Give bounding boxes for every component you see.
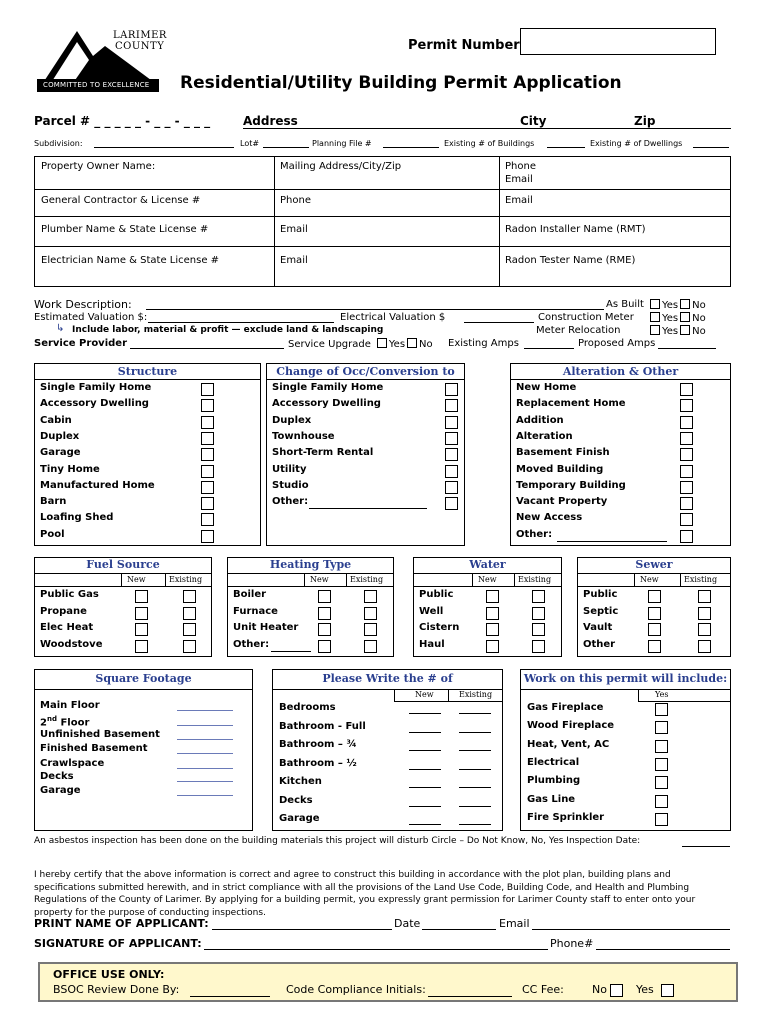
heating-item-3: Other: (233, 638, 270, 650)
alteration-section (510, 363, 731, 546)
count-new-field-5[interactable] (409, 806, 441, 807)
sewer-header-divider (578, 586, 730, 587)
fuel-existing-checkbox-3[interactable] (183, 640, 196, 653)
fuel-new-checkbox-1[interactable] (135, 607, 148, 620)
alteration-checkbox-2[interactable] (680, 416, 693, 429)
asbestos-statement: An asbestos inspection has been done on the building materials this project will disturb Circle – Do Not Know, No, Yes Inspection Date: (34, 836, 641, 846)
sqft-item-2: Unfinished Basement (40, 729, 160, 740)
structure-checkbox-7[interactable] (201, 497, 214, 510)
count-title: Please Write the # of (322, 672, 453, 685)
service-provider-field[interactable] (130, 348, 284, 349)
alteration-checkbox-5[interactable] (680, 465, 693, 478)
sqft-item-5: Decks (40, 771, 74, 782)
meter-relocation-yes-checkbox[interactable] (650, 325, 660, 335)
fuel-item-0: Public Gas (40, 589, 99, 600)
sqft-field-3[interactable] (177, 753, 233, 754)
meter-relocation-no-checkbox[interactable] (680, 325, 690, 335)
structure-item-8: Loafing Shed (40, 512, 114, 524)
change_occ-item-6: Studio (272, 479, 309, 491)
permit-header-row (638, 689, 730, 702)
structure-item-9: Pool (40, 528, 65, 540)
sqft-title: Square Footage (95, 672, 192, 685)
heating-section (227, 557, 394, 657)
sewer-new-checkbox-3[interactable] (648, 640, 661, 653)
count-item-5: Decks (279, 794, 313, 806)
heating-header-divider (228, 586, 393, 587)
sewer-item-2: Vault (583, 622, 613, 633)
count-item-1: Bathroom - Full (279, 720, 366, 732)
water-divider (414, 573, 561, 574)
change_occ-item-4: Short-Term Rental (272, 447, 374, 459)
service-upgrade-no-checkbox[interactable] (407, 338, 417, 348)
permit-checkbox-0[interactable] (655, 703, 668, 716)
subdivision-label: Subdivision: (34, 139, 83, 148)
permit-col-divider (638, 689, 639, 701)
count-col-divider-1 (394, 689, 395, 701)
change_occ-checkbox-6[interactable] (445, 481, 458, 494)
planning-file-field[interactable] (383, 147, 439, 148)
sqft-field-0[interactable] (177, 710, 233, 711)
permit-includes-title: Work on this permit will include: (523, 672, 728, 685)
change_occ-item-0: Single Family Home (272, 382, 384, 393)
est-valuation-field[interactable] (148, 322, 334, 323)
lot-field[interactable] (263, 147, 309, 148)
alteration-checkbox-0[interactable] (680, 383, 693, 396)
sewer-new-checkbox-2[interactable] (648, 623, 661, 636)
fuel-new-checkbox-3[interactable] (135, 640, 148, 653)
count-new-field-3[interactable] (409, 769, 441, 770)
structure-item-0: Single Family Home (40, 382, 152, 393)
count-new-field-0[interactable] (409, 713, 441, 714)
count-existing-field-0[interactable] (459, 713, 491, 714)
alteration-item-9: Other: (516, 528, 553, 540)
plumber-email-field[interactable]: Email (280, 224, 308, 235)
structure-section (34, 363, 261, 546)
contractor-phone-field[interactable]: Phone (280, 195, 311, 206)
electrician-field[interactable]: Electrician Name & State License # (41, 255, 220, 266)
sqft-item-1: 2nd Floor (40, 715, 90, 729)
fuel-col-divider-1 (121, 573, 122, 586)
zip-label: Zip (634, 114, 656, 128)
water-new-checkbox-0[interactable] (486, 590, 499, 603)
change_occ-item-5: Utility (272, 463, 307, 475)
logo-name-1: LARIMER (113, 30, 167, 41)
permit-checkbox-5[interactable] (655, 795, 668, 808)
service-upgrade-row: Service Upgrade Yes No (288, 339, 433, 350)
structure-item-4: Garage (40, 447, 81, 459)
water-item-0: Public (419, 589, 454, 600)
water-header-divider (414, 586, 561, 587)
water-existing-header: Existing (518, 575, 552, 584)
address-field[interactable] (243, 128, 731, 129)
date-label: Date (394, 917, 421, 930)
alteration-item-2: Addition (516, 414, 564, 426)
change_occ-checkbox-4[interactable] (445, 448, 458, 461)
water-item-1: Well (419, 605, 444, 617)
structure-item-2: Cabin (40, 414, 72, 426)
cc-fee-yes-label: Yes (636, 983, 654, 996)
sqft-field-5[interactable] (177, 781, 233, 782)
work-description-label: Work Description: (34, 298, 132, 311)
sewer-col-divider-1 (634, 573, 635, 586)
structure-checkbox-2[interactable] (201, 416, 214, 429)
signature-field[interactable] (204, 949, 548, 950)
fuel-item-3: Woodstove (40, 638, 103, 650)
date-field[interactable] (422, 929, 496, 930)
sqft-item-0: Main Floor (40, 700, 100, 711)
alteration-checkbox-6[interactable] (680, 481, 693, 494)
alteration-checkbox-4[interactable] (680, 448, 693, 461)
print-name-field[interactable] (212, 929, 392, 930)
sewer-existing-checkbox-3[interactable] (698, 640, 711, 653)
sewer-item-0: Public (583, 589, 618, 600)
bsoc-label: BSOC Review Done By: (53, 983, 180, 996)
alteration-item-4: Basement Finish (516, 447, 610, 459)
structure-title: Structure (117, 365, 178, 378)
electrician-email-field[interactable]: Email (280, 255, 308, 266)
signature-label: SIGNATURE OF APPLICANT: (34, 937, 202, 950)
heating-col-divider-2 (346, 573, 347, 586)
elec-valuation-label: Electrical Valuation $ (340, 312, 446, 323)
fuel-section (34, 557, 212, 657)
permit-yes-header: Yes (655, 690, 669, 699)
owner-email-field[interactable]: Email (505, 174, 533, 185)
water-item-2: Cistern (419, 622, 460, 633)
sewer-existing-header: Existing (684, 575, 718, 584)
logo-name-2: COUNTY (115, 41, 165, 52)
change_occ-checkbox-7[interactable] (445, 497, 458, 510)
permit-item-4: Plumbing (527, 775, 581, 787)
sqft-section (34, 669, 253, 831)
office-use-box (38, 962, 738, 1002)
heating-item-1: Furnace (233, 605, 278, 617)
alteration-item-6: Temporary Building (516, 479, 626, 491)
alteration-other-field[interactable] (557, 541, 667, 542)
fuel-existing-checkbox-0[interactable] (183, 590, 196, 603)
heating-other-field[interactable] (271, 651, 311, 652)
sewer-divider (578, 573, 730, 574)
change_occ-checkbox-3[interactable] (445, 432, 458, 445)
construction-meter-no-checkbox[interactable] (680, 312, 690, 322)
fuel-existing-checkbox-2[interactable] (183, 623, 196, 636)
structure-checkbox-9[interactable] (201, 530, 214, 543)
heating-divider (228, 573, 393, 574)
heating-col-divider-1 (304, 573, 305, 586)
count-section (272, 669, 503, 831)
cc-fee-no-label: No (592, 983, 607, 996)
sqft-field-1[interactable] (177, 725, 233, 726)
permit-item-1: Wood Fireplace (527, 720, 615, 732)
permit-item-5: Gas Line (527, 793, 576, 805)
count-item-2: Bathroom – ¾ (279, 739, 357, 750)
sewer-existing-checkbox-2[interactable] (698, 623, 711, 636)
water-section (413, 557, 562, 657)
fuel-new-header: New (127, 575, 146, 584)
structure-item-6: Manufactured Home (40, 479, 155, 491)
count-existing-field-1[interactable] (459, 732, 491, 733)
change_occ-item-1: Accessory Dwelling (272, 398, 381, 410)
address-label: Address (243, 114, 298, 128)
existing-buildings-label: Existing # of Buildings (444, 139, 535, 148)
contractor-field[interactable]: General Contractor & License # (41, 195, 201, 206)
sqft-field-4[interactable] (177, 768, 233, 769)
water-col-divider-2 (514, 573, 515, 586)
proposed-amps-field[interactable] (658, 348, 716, 349)
heating-new-checkbox-0[interactable] (318, 590, 331, 603)
permit-number-field[interactable] (520, 28, 716, 55)
plumber-field[interactable]: Plumber Name & State License # (41, 224, 209, 235)
sqft-field-2[interactable] (177, 739, 233, 740)
phone-label: Phone# (550, 937, 594, 950)
structure-checkbox-6[interactable] (201, 481, 214, 494)
heating-new-checkbox-2[interactable] (318, 623, 331, 636)
change_occ-checkbox-5[interactable] (445, 465, 458, 478)
water-existing-checkbox-1[interactable] (532, 607, 545, 620)
owner-phone-field[interactable]: Phone (505, 161, 536, 172)
contacts-table (34, 156, 731, 287)
office-use-title: OFFICE USE ONLY: (53, 968, 165, 981)
structure-checkbox-4[interactable] (201, 448, 214, 461)
count-existing-field-6[interactable] (459, 824, 491, 825)
count-existing-field-4[interactable] (459, 787, 491, 788)
construction-meter-yes-checkbox[interactable] (650, 312, 660, 322)
permit-item-6: Fire Sprinkler (527, 811, 605, 823)
heating-existing-checkbox-1[interactable] (364, 607, 377, 620)
sewer-title: Sewer (635, 558, 673, 571)
fuel-existing-checkbox-1[interactable] (183, 607, 196, 620)
print-name-label: PRINT NAME OF APPLICANT: (34, 917, 209, 930)
permit-includes-section (520, 669, 731, 831)
change-occ-title: Change of Occ/Conversion to (276, 365, 455, 378)
fuel-new-checkbox-2[interactable] (135, 623, 148, 636)
change_occ-item-2: Duplex (272, 414, 312, 426)
count-new-field-2[interactable] (409, 750, 441, 751)
change_occ-checkbox-2[interactable] (445, 416, 458, 429)
change_occ-item-7: Other: (272, 496, 309, 508)
sewer-item-1: Septic (583, 605, 619, 617)
sqft-field-6[interactable] (177, 795, 233, 796)
change_occ-checkbox-1[interactable] (445, 399, 458, 412)
permit-item-3: Electrical (527, 756, 580, 768)
change_occ-other-field[interactable] (309, 508, 427, 509)
count-item-3: Bathroom – ½ (279, 757, 357, 769)
water-new-checkbox-1[interactable] (486, 607, 499, 620)
subdivision-field[interactable] (94, 147, 234, 148)
county-logo (35, 28, 167, 96)
work-description-field[interactable] (146, 309, 604, 310)
alteration-item-0: New Home (516, 382, 577, 393)
water-title: Water (469, 558, 506, 571)
permit-number-label: Permit Number (408, 38, 520, 53)
change_occ-checkbox-0[interactable] (445, 383, 458, 396)
water-new-header: New (478, 575, 497, 584)
permit-checkbox-4[interactable] (655, 776, 668, 789)
applicant-email-field[interactable] (532, 929, 730, 930)
structure-checkbox-3[interactable] (201, 432, 214, 445)
structure-item-5: Tiny Home (40, 463, 100, 475)
fuel-existing-header: Existing (169, 575, 203, 584)
water-new-checkbox-2[interactable] (486, 623, 499, 636)
inspection-date-field[interactable] (682, 846, 730, 847)
permit-item-0: Gas Fireplace (527, 702, 604, 713)
heating-item-2: Unit Heater (233, 622, 299, 633)
water-existing-checkbox-2[interactable] (532, 623, 545, 636)
service-provider-label: Service Provider (34, 338, 128, 349)
alteration-item-3: Alteration (516, 430, 573, 442)
count-existing-field-5[interactable] (459, 806, 491, 807)
heating-new-checkbox-1[interactable] (318, 607, 331, 620)
structure-checkbox-8[interactable] (201, 513, 214, 526)
est-valuation-label: Estimated Valuation $: (34, 312, 148, 323)
heating-existing-checkbox-0[interactable] (364, 590, 377, 603)
planning-file-label: Planning File # (312, 139, 372, 148)
city-label: City (520, 114, 547, 128)
bsoc-field[interactable] (190, 996, 270, 997)
alteration-checkbox-7[interactable] (680, 497, 693, 510)
sewer-new-header: New (640, 575, 659, 584)
permit-checkbox-1[interactable] (655, 721, 668, 734)
fuel-col-divider-2 (165, 573, 166, 586)
change-occ-section (266, 363, 465, 546)
fuel-header-divider (35, 586, 211, 587)
count-existing-field-3[interactable] (459, 769, 491, 770)
permit-checkbox-6[interactable] (655, 813, 668, 826)
sewer-col-divider-2 (680, 573, 681, 586)
count-existing-header: Existing (459, 690, 493, 699)
fuel-item-1: Propane (40, 605, 87, 617)
radon-installer-field[interactable]: Radon Installer Name (RMT) (505, 224, 646, 235)
email-label: Email (499, 917, 530, 930)
count-new-field-6[interactable] (409, 824, 441, 825)
code-compliance-label: Code Compliance Initials: (286, 983, 426, 996)
owner-name-field[interactable]: Property Owner Name: (41, 161, 156, 172)
alteration-item-5: Moved Building (516, 463, 604, 475)
heating-new-checkbox-3[interactable] (318, 640, 331, 653)
existing-buildings-field[interactable] (547, 147, 585, 148)
as-built-yes-checkbox[interactable] (650, 299, 660, 309)
heating-item-0: Boiler (233, 589, 267, 600)
count-new-header: New (415, 690, 434, 699)
count-item-6: Garage (279, 813, 320, 824)
existing-dwellings-field[interactable] (693, 147, 729, 148)
fuel-item-2: Elec Heat (40, 622, 94, 633)
alteration-checkbox-1[interactable] (680, 399, 693, 412)
structure-checkbox-0[interactable] (201, 383, 214, 396)
sewer-existing-checkbox-1[interactable] (698, 607, 711, 620)
permit-checkbox-2[interactable] (655, 740, 668, 753)
heating-existing-checkbox-2[interactable] (364, 623, 377, 636)
structure-checkbox-1[interactable] (201, 399, 214, 412)
heating-title: Heating Type (269, 558, 352, 571)
fuel-title: Fuel Source (86, 558, 160, 571)
structure-item-3: Duplex (40, 430, 80, 442)
permit-checkbox-3[interactable] (655, 758, 668, 771)
heating-existing-checkbox-3[interactable] (364, 640, 377, 653)
heating-new-header: New (310, 575, 329, 584)
contractor-email-field[interactable]: Email (505, 195, 533, 206)
count-item-4: Kitchen (279, 776, 322, 787)
sewer-new-checkbox-0[interactable] (648, 590, 661, 603)
cc-fee-label: CC Fee: (522, 983, 564, 996)
logo-tagline: COMMITTED TO EXCELLENCE (43, 81, 150, 89)
lot-label: Lot# (240, 139, 260, 148)
alteration-checkbox-9[interactable] (680, 530, 693, 543)
certification-text: I hereby certify that the above information is correct and agree to construct this building in accordance with the plot plan, building plans and specifications submitted herewith, and in strict compliance with all the provisions of the Land Use Code, Building Code, and Health and Plumbing Regulations of the County of Larimer. By applying for a building permit, you expressly grant permission for Larimer County staff to enter onto your property for the purpose of conducting inspections. (34, 870, 696, 918)
sqft-item-4: Crawlspace (40, 758, 105, 769)
count-col-divider-2 (448, 689, 449, 701)
heating-existing-header: Existing (350, 575, 384, 584)
meter-relocation-options: Yes No (644, 325, 706, 337)
alteration-title: Alteration & Other (562, 365, 679, 378)
sqft-item-6: Garage (40, 785, 81, 796)
proposed-amps-label: Proposed Amps (578, 338, 656, 349)
alteration-checkbox-3[interactable] (680, 432, 693, 445)
as-built-label: As Built (606, 299, 644, 310)
construction-meter-label: Construction Meter (538, 312, 634, 323)
radon-tester-field[interactable]: Radon Tester Name (RME) (505, 255, 636, 266)
meter-relocation-label: Meter Relocation (536, 325, 621, 336)
sewer-new-checkbox-1[interactable] (648, 607, 661, 620)
structure-checkbox-5[interactable] (201, 465, 214, 478)
sqft-item-3: Finished Basement (40, 743, 148, 754)
construction-meter-options: Yes No (644, 312, 706, 324)
existing-dwellings-label: Existing # of Dwellings (590, 139, 683, 148)
fuel-divider (35, 573, 211, 574)
water-item-3: Haul (419, 638, 445, 650)
cc-fee-no-checkbox[interactable] (610, 984, 623, 997)
sewer-section (577, 557, 731, 657)
existing-amps-label: Existing Amps (448, 338, 519, 349)
applicant-phone-field[interactable] (596, 949, 730, 950)
permit-item-2: Heat, Vent, AC (527, 738, 610, 750)
alteration-item-7: Vacant Property (516, 496, 608, 508)
elec-valuation-field[interactable] (464, 322, 534, 323)
parcel-label: Parcel # _ _ _ _ _ - _ _ - _ _ _ (34, 114, 211, 128)
fuel-new-checkbox-0[interactable] (135, 590, 148, 603)
structure-item-7: Barn (40, 496, 67, 508)
water-col-divider-1 (472, 573, 473, 586)
page-title: Residential/Utility Building Permit Application (180, 73, 622, 93)
existing-amps-field[interactable] (524, 348, 574, 349)
count-new-field-4[interactable] (409, 787, 441, 788)
water-new-checkbox-3[interactable] (486, 640, 499, 653)
count-new-field-1[interactable] (409, 732, 441, 733)
service-upgrade-yes-checkbox[interactable] (377, 338, 387, 348)
as-built-no-checkbox[interactable] (680, 299, 690, 309)
code-compliance-field[interactable] (428, 996, 512, 997)
sewer-existing-checkbox-0[interactable] (698, 590, 711, 603)
as-built-options: Yes No (644, 299, 706, 311)
sewer-item-3: Other (583, 638, 616, 650)
water-existing-checkbox-3[interactable] (532, 640, 545, 653)
alteration-item-8: New Access (516, 512, 583, 524)
arrow-icon: ↳ (56, 323, 65, 334)
mailing-address-field[interactable]: Mailing Address/City/Zip (280, 161, 402, 172)
alteration-checkbox-8[interactable] (680, 513, 693, 526)
count-existing-field-2[interactable] (459, 750, 491, 751)
include-note: Include labor, material & profit — exclude land & landscaping (72, 325, 384, 335)
alteration-item-1: Replacement Home (516, 398, 626, 410)
water-existing-checkbox-0[interactable] (532, 590, 545, 603)
structure-item-1: Accessory Dwelling (40, 398, 149, 410)
cc-fee-yes-checkbox[interactable] (661, 984, 674, 997)
count-item-0: Bedrooms (279, 702, 336, 713)
change_occ-item-3: Townhouse (272, 430, 335, 442)
